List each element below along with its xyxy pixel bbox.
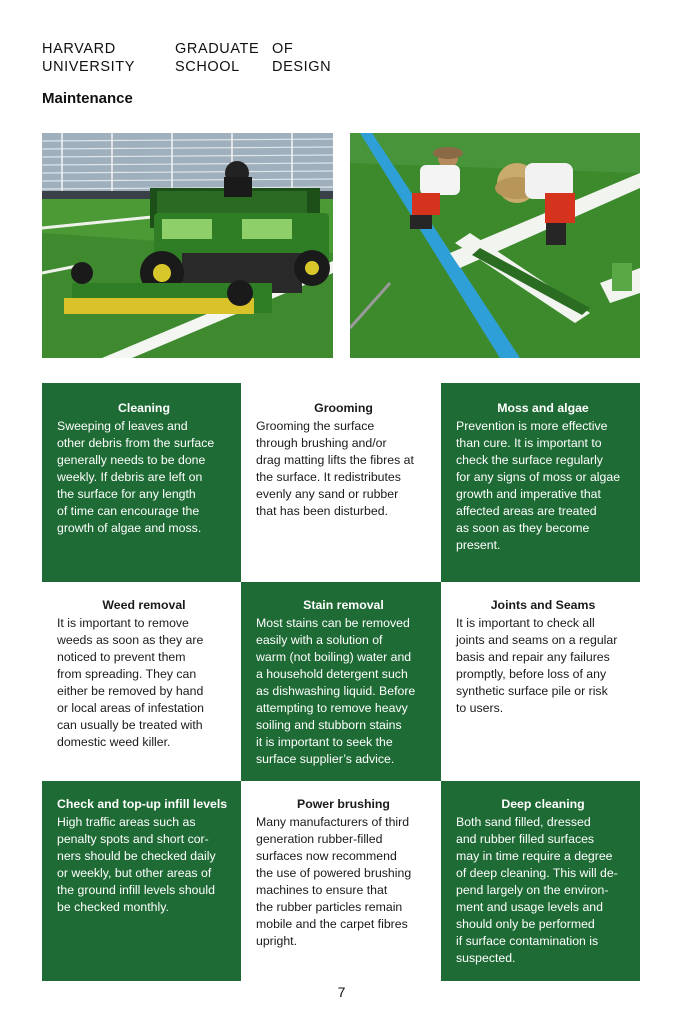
card-body: High traffic areas such as penalty spots and short cor- ners should be checked daily or weekly, but other areas of the ground infill levels should be checked monthly.: [57, 815, 216, 914]
header-word: DESIGN: [272, 59, 332, 75]
grooming-vehicle-photo: [42, 133, 333, 358]
section-title: Maintenance: [42, 90, 133, 107]
card-title: Moss and algae: [497, 401, 589, 415]
card-body: Both sand filled, dressed and rubber filled surfaces may in time require a degree of deep cleaning. This will de- pend largely on the environ- ment and usage levels and should only be performed if surface contamination is suspected.: [456, 815, 618, 965]
header-line-1: [42, 40, 362, 58]
card-title: Grooming: [314, 401, 373, 415]
header-word: GRADUATE: [175, 41, 260, 57]
card-body: Prevention is more effective than cure. It is important to check the surface regularly for any signs of moss or algae growth and imperative that affected areas are treated as soon as they become present.: [456, 419, 621, 552]
card-body: It is important to check all joints and seams on a regular basis and repair any failures promptly, before loss of any synthetic surface pile or risk to users.: [456, 616, 618, 715]
infill-levels-card: [42, 781, 241, 981]
header-line-2: [42, 58, 362, 76]
joints-seams-card: [441, 582, 640, 781]
card-title: Deep cleaning: [501, 797, 585, 811]
card-title: Check and top-up infill levels: [57, 797, 228, 811]
power-brushing-card: [241, 781, 441, 981]
card-body: Sweeping of leaves and other debris from the surface generally needs to be done weekly. If debris are left on the surface for any length of time can encourage the growth of algae and moss.: [57, 419, 215, 535]
maintenance-grid: [42, 383, 640, 981]
card-body: It is important to remove weeds as soon as they are noticed to prevent them from spreading. They can either be removed by hand or local areas of infestation can usually be treated with domestic weed killer.: [57, 616, 204, 749]
seam-repair-photo: [350, 133, 640, 358]
page-number: 7: [337, 984, 346, 1000]
header-word: OF: [272, 41, 294, 57]
card-body: Many manufacturers of third generation rubber-filled surfaces now recommend the use of powered brushing machines to ensure that the rubber particles remain mobile and the carpet fibres upright.: [256, 815, 412, 948]
card-title: Cleaning: [118, 401, 170, 415]
stain-removal-card: [241, 582, 441, 781]
weed-removal-card: [42, 582, 241, 781]
moss-algae-card: [441, 383, 640, 582]
header-word: SCHOOL: [175, 59, 240, 75]
deep-cleaning-card: [441, 781, 640, 981]
card-title: Weed removal: [102, 598, 186, 612]
card-title: Joints and Seams: [490, 598, 596, 612]
header-word: UNIVERSITY: [42, 59, 136, 75]
card-title: Power brushing: [297, 797, 390, 811]
grooming-card: [241, 383, 441, 582]
card-body: Grooming the surface through brushing and/or drag matting lifts the fibres at the surface. It redistributes evenly any sand or rubber that has been disturbed.: [256, 419, 414, 518]
card-body: Most stains can be removed easily with a solution of warm (not boiling) water and a household detergent such as dishwashing liquid. Before attempting to remove heavy soiling and stubborn stains it is important to seek the surface supplier’s advice.: [256, 616, 416, 766]
header-word: HARVARD: [42, 41, 116, 57]
cleaning-card: [42, 383, 241, 582]
card-title: Stain removal: [303, 598, 384, 612]
institution-header: [42, 40, 362, 76]
